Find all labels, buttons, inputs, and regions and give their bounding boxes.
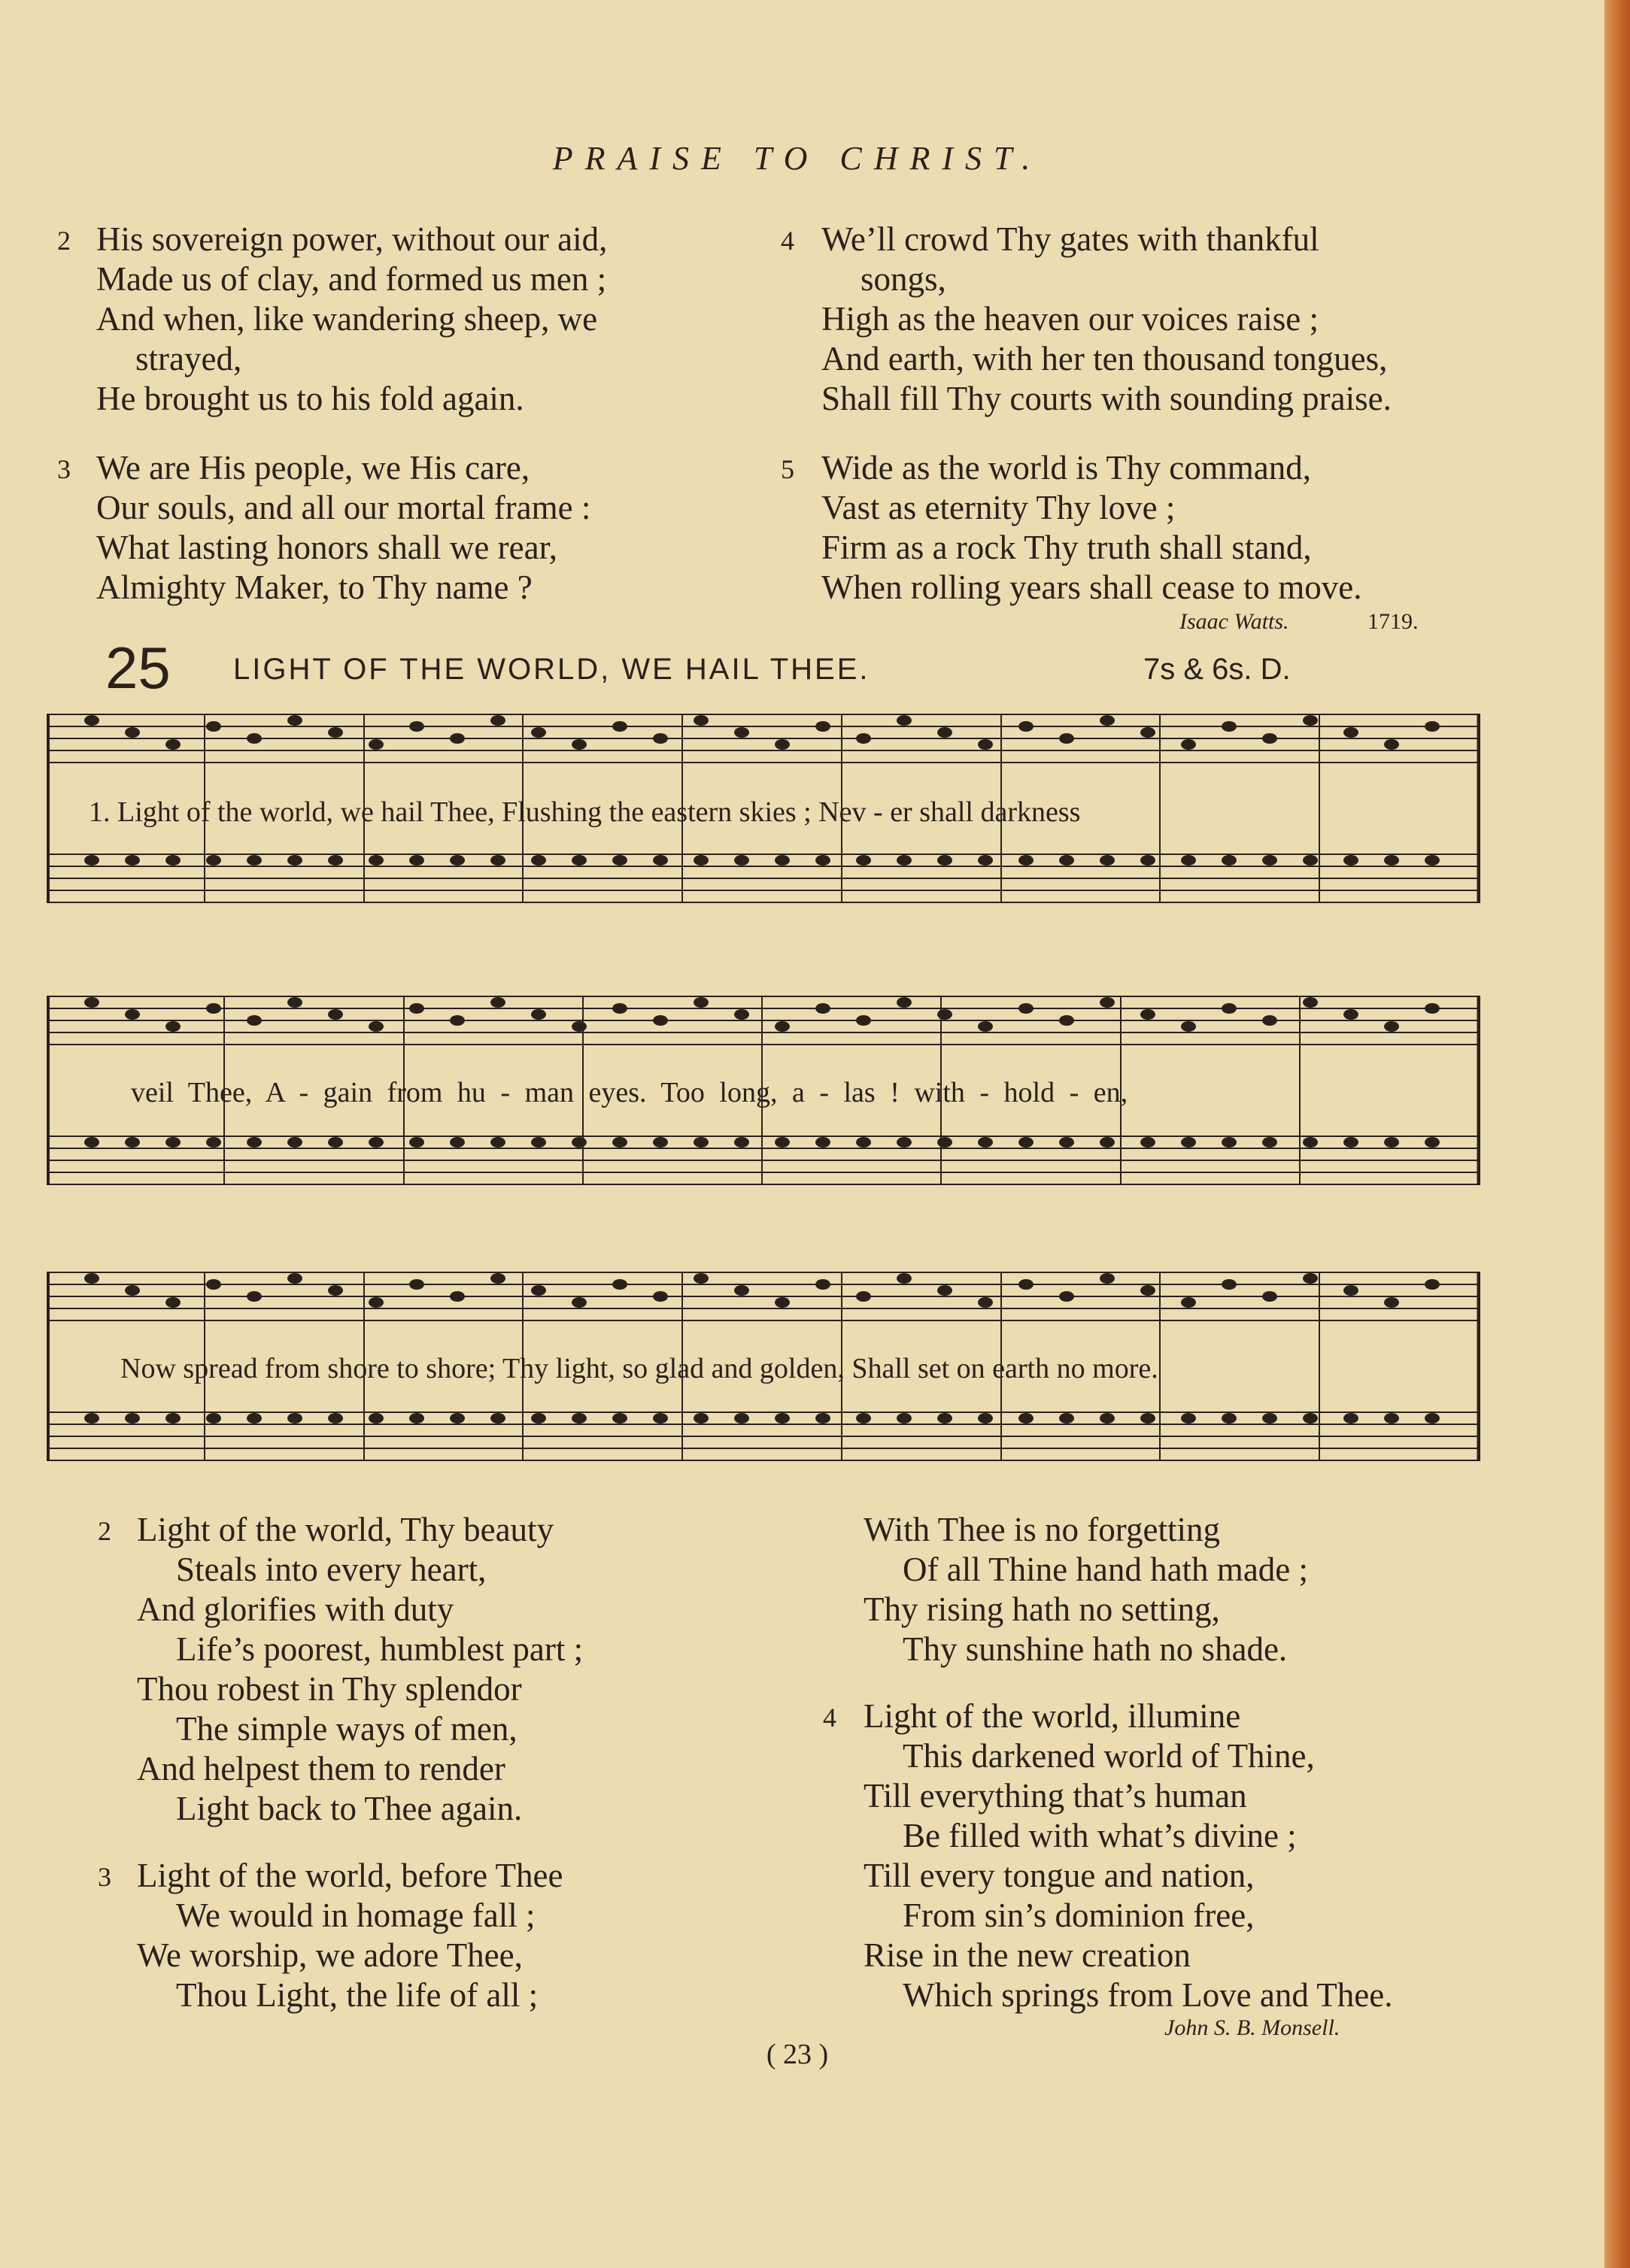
bass-note [815,1137,830,1148]
stanza-number: 2 [98,1516,111,1546]
stanza-line: Light of the world, illumine [864,1697,1241,1735]
bass-note [328,1137,343,1148]
stanza-line: Steals into every heart, [176,1551,487,1588]
bass-note [978,855,993,866]
stanza-line: Thy rising hath no setting, [864,1590,1220,1628]
bass-note [1222,1137,1237,1148]
bass-note [978,1137,993,1148]
bass-note [165,1137,181,1148]
bass-note [1100,1137,1115,1148]
treble-note [247,1291,262,1302]
bass-note [1059,1137,1074,1148]
music-system-1 [47,699,1480,932]
bass-note [165,855,181,866]
bass-note [612,1137,627,1148]
stanza-line: Made us of clay, and formed us men ; [96,260,607,298]
bass-note [612,855,627,866]
stanza-line: And when, like wandering sheep, we [96,300,598,338]
bass-note [612,1413,627,1424]
stanza-line: The simple ways of men, [176,1710,518,1748]
bass-note [125,855,140,866]
treble-note [450,733,465,744]
stanza-line: We worship, we adore Thee, [137,1936,523,1974]
hymn-author: John S. B. Monsell. [1164,2015,1340,2040]
treble-note [1181,1021,1196,1032]
treble-note [856,1015,871,1026]
prev-stanza-4 [781,220,1392,419]
stanza-line: His sovereign power, without our aid, [96,220,608,258]
treble-note [612,1279,627,1290]
bass-note [1262,1413,1277,1424]
prev-hymn-year: 1719. [1367,609,1419,634]
treble-note [897,997,912,1008]
bass-note [409,1137,424,1148]
treble-note [1059,733,1074,744]
treble-note [1222,1279,1237,1290]
bass-note [287,1413,302,1424]
treble-note [1100,997,1115,1008]
treble-note [450,1291,465,1302]
stanza-number: 4 [781,226,794,256]
treble-note [1384,1021,1399,1032]
bass-note [815,1413,830,1424]
treble-note [531,1285,546,1296]
bass-note [1343,1413,1358,1424]
treble-note [531,727,546,738]
stanza-line: From sin’s dominion free, [903,1897,1255,1934]
stanza-line: Vast as eternity Thy love ; [821,489,1176,526]
stanza-line: Which springs from Love and Thee. [903,1976,1393,2014]
treble-note [84,1273,99,1284]
treble-note [1140,1285,1155,1296]
bass-note [572,1413,587,1424]
treble-note [1343,1285,1358,1296]
bass-note [775,1137,790,1148]
stanza-line: Thy sunshine hath no shade. [903,1630,1288,1668]
treble-note [1018,1003,1034,1014]
stanza-number: 3 [57,454,71,484]
treble-note [1262,733,1277,744]
bass-note [1222,855,1237,866]
bass-note [1343,1137,1358,1148]
bass-note [937,855,952,866]
treble-note [369,1297,384,1308]
stanza-line: Almighty Maker, to Thy name ? [96,569,533,606]
bass-note [490,1413,505,1424]
treble-note [1018,721,1034,732]
treble-note [1303,715,1318,726]
bass-note [572,855,587,866]
treble-note [572,739,587,750]
treble-note [937,1009,952,1020]
music-system-3 [47,1257,1480,1490]
bass-note [328,1413,343,1424]
bass-note [206,1413,221,1424]
bass-note [694,855,709,866]
bass-note [694,1413,709,1424]
bass-note [247,1137,262,1148]
bass-note [856,855,871,866]
prev-hymn-author: Isaac Watts. [1179,609,1289,634]
treble-note [247,733,262,744]
treble-note [125,1285,140,1296]
page-number: ( 23 ) [766,2039,829,2070]
stanza-line: And glorifies with duty [137,1590,454,1628]
bass-note [775,1413,790,1424]
bass-note [125,1137,140,1148]
treble-note [328,1285,343,1296]
bass-note [1181,1413,1196,1424]
stanza-number: 2 [57,226,71,256]
bass-note [450,855,465,866]
treble-note [572,1021,587,1032]
bass-note [125,1413,140,1424]
bass-note [653,855,668,866]
stanza-line: Thou robest in Thy splendor [137,1670,522,1708]
treble-note [653,1015,668,1026]
bass-note [409,1413,424,1424]
bass-note [734,1137,749,1148]
bass-note [247,1413,262,1424]
bass-note [1262,855,1277,866]
bass-note [369,855,384,866]
bass-note [1018,1137,1034,1148]
treble-note [1059,1291,1074,1302]
bass-note [978,1413,993,1424]
treble-note [125,727,140,738]
treble-note [1384,739,1399,750]
prev-stanza-2 [57,220,608,419]
treble-note [572,1297,587,1308]
bass-note [369,1137,384,1148]
stanza-line: Rise in the new creation [864,1936,1191,1974]
treble-note [1303,997,1318,1008]
treble-note [734,1285,749,1296]
bass-note [856,1137,871,1148]
treble-note [287,997,302,1008]
treble-note [1425,1279,1440,1290]
treble-note [1222,1003,1237,1014]
treble-note [897,715,912,726]
prev-stanza-5 [781,448,1362,608]
stanza-number: 5 [781,454,794,484]
treble-note [165,739,181,750]
bass-note [653,1137,668,1148]
bass-note [815,855,830,866]
bass-note [1059,1413,1074,1424]
bass-note [84,1413,99,1424]
bass-note [572,1137,587,1148]
stanza-line: When rolling years shall cease to move. [821,569,1362,606]
treble-note [653,733,668,744]
treble-note [84,715,99,726]
bass-note [490,855,505,866]
bass-note [1425,855,1440,866]
bass-note [1059,855,1074,866]
hymn-stanza-3-continued [864,1510,1308,1669]
treble-note [84,997,99,1008]
stanza-line: And earth, with her ten thousand tongues, [821,340,1388,377]
bass-note [369,1413,384,1424]
bass-note [1262,1137,1277,1148]
treble-note [1222,721,1237,732]
music-lyric-line: veil Thee, A - gain from hu - man eyes. Too long, a - las ! with - hold - en, [131,1077,1128,1108]
treble-note [369,739,384,750]
treble-note [694,715,709,726]
treble-note [897,1273,912,1284]
bass-note [897,1413,912,1424]
stanza-line: Wide as the world is Thy command, [821,449,1311,487]
stanza-line: Life’s poorest, humblest part ; [176,1630,584,1668]
bass-note [1140,855,1155,866]
stanza-line: He brought us to his fold again. [96,380,524,417]
treble-note [978,739,993,750]
treble-note [1262,1291,1277,1302]
bass-note [1181,1137,1196,1148]
bass-note [897,1137,912,1148]
treble-note [1181,1297,1196,1308]
bass-note [1181,855,1196,866]
stanza-line: Shall fill Thy courts with sounding praise. [821,380,1392,417]
treble-note [490,715,505,726]
treble-note [206,1003,221,1014]
treble-note [775,739,790,750]
bass-note [1425,1413,1440,1424]
bass-note [856,1413,871,1424]
treble-note [1100,715,1115,726]
treble-note [287,715,302,726]
bass-note [84,1137,99,1148]
treble-note [1343,727,1358,738]
bass-note [287,855,302,866]
bass-note [409,855,424,866]
treble-note [369,1021,384,1032]
bass-note [165,1413,181,1424]
treble-note [165,1021,181,1032]
treble-note [450,1015,465,1026]
bass-note [1018,1413,1034,1424]
bass-note [937,1137,952,1148]
stanza-line: Be filled with what’s divine ; [903,1817,1297,1854]
bass-note [1100,855,1115,866]
treble-note [612,721,627,732]
hymn-stanza-2 [98,1510,584,1829]
treble-note [1059,1015,1074,1026]
stanza-line: strayed, [135,340,242,377]
stanza-line: Till everything that’s human [864,1777,1247,1815]
bass-note [247,855,262,866]
bass-note [531,855,546,866]
treble-note [1018,1279,1034,1290]
stanza-line: This darkened world of Thine, [903,1737,1315,1775]
bass-note [897,855,912,866]
treble-note [1425,1003,1440,1014]
stanza-line: We would in homage fall ; [176,1897,536,1934]
bass-note [450,1413,465,1424]
treble-note [328,727,343,738]
bass-note [287,1137,302,1148]
treble-note [1140,727,1155,738]
treble-note [734,727,749,738]
music-system-2 [47,981,1480,1207]
treble-note [1140,1009,1155,1020]
treble-note [1303,1273,1318,1284]
treble-note [206,1279,221,1290]
bass-note [1303,1137,1318,1148]
stanza-line: Light back to Thee again. [176,1790,523,1827]
bass-note [1384,1137,1399,1148]
bass-note [1140,1413,1155,1424]
treble-note [490,1273,505,1284]
treble-note [287,1273,302,1284]
treble-note [856,733,871,744]
bass-note [490,1137,505,1148]
treble-note [856,1291,871,1302]
treble-note [775,1297,790,1308]
treble-note [815,1279,830,1290]
treble-note [815,1003,830,1014]
treble-note [206,721,221,732]
stanza-line: Firm as a rock Thy truth shall stand, [821,529,1312,566]
bass-note [1425,1137,1440,1148]
prev-stanza-3 [57,448,591,608]
treble-note [531,1009,546,1020]
treble-note [978,1297,993,1308]
treble-note [1181,739,1196,750]
hymn-meter: 7s & 6s. D. [1143,653,1291,686]
stanza-line: Light of the world, before Thee [137,1857,563,1894]
bass-note [328,855,343,866]
bass-note [531,1137,546,1148]
bass-note [206,855,221,866]
bass-note [1343,855,1358,866]
bass-note [450,1137,465,1148]
treble-note [409,1003,424,1014]
stanza-number: 3 [98,1862,111,1892]
treble-note [1343,1009,1358,1020]
stanza-line: We’ll crowd Thy gates with thankful [821,220,1319,258]
bass-note [84,855,99,866]
bass-note [653,1413,668,1424]
stanza-line: Of all Thine hand hath made ; [903,1551,1309,1588]
treble-note [694,997,709,1008]
hymn-stanza-4 [823,1696,1393,2015]
music-lyric-line: Now spread from shore to shore; Thy light, so glad and golden, Shall set on earth no more. [120,1353,1158,1384]
stanza-line: With Thee is no forgetting [864,1511,1220,1548]
treble-note [490,997,505,1008]
treble-note [1100,1273,1115,1284]
stanza-line: Thou Light, the life of all ; [176,1976,539,2014]
bass-note [1018,855,1034,866]
page-edge-strip [1604,0,1630,2268]
bass-note [734,855,749,866]
stanza-line: What lasting honors shall we rear, [96,529,558,566]
hymn-number: 25 [105,635,171,701]
music-lyric-line: 1. Light of the world, we hail Thee, Flushing the eastern skies ; Nev - er shall darkness [89,796,1081,828]
treble-note [734,1009,749,1020]
bass-note [1100,1413,1115,1424]
stanza-line: songs, [861,260,946,298]
treble-note [1262,1015,1277,1026]
running-title: PRAISE TO CHRIST. [552,140,1043,177]
treble-note [165,1297,181,1308]
bass-note [775,855,790,866]
bass-note [1303,1413,1318,1424]
bass-note [1384,1413,1399,1424]
bass-note [1222,1413,1237,1424]
treble-note [409,1279,424,1290]
bass-note [937,1413,952,1424]
stanza-line: Our souls, and all our mortal frame : [96,489,591,526]
stanza-line: Light of the world, Thy beauty [137,1511,554,1548]
bass-note [206,1137,221,1148]
bass-note [531,1413,546,1424]
treble-note [1384,1297,1399,1308]
bass-note [694,1137,709,1148]
treble-note [694,1273,709,1284]
treble-note [653,1291,668,1302]
treble-note [612,1003,627,1014]
stanza-line: And helpest them to render [137,1750,505,1787]
treble-note [937,727,952,738]
treble-note [978,1021,993,1032]
bass-note [1384,855,1399,866]
treble-note [815,721,830,732]
bass-note [734,1413,749,1424]
hymn-stanza-3 [98,1856,563,2015]
treble-note [937,1285,952,1296]
treble-note [328,1009,343,1020]
stanza-number: 4 [823,1703,836,1733]
treble-note [247,1015,262,1026]
treble-note [775,1021,790,1032]
bass-note [1140,1137,1155,1148]
treble-note [125,1009,140,1020]
stanza-line: Till every tongue and nation, [864,1857,1255,1894]
stanza-line: We are His people, we His care, [96,449,530,487]
bass-note [1303,855,1318,866]
treble-note [1425,721,1440,732]
hymn-title: LIGHT OF THE WORLD, WE HAIL THEE. [233,653,870,686]
stanza-line: High as the heaven our voices raise ; [821,300,1319,338]
treble-note [409,721,424,732]
